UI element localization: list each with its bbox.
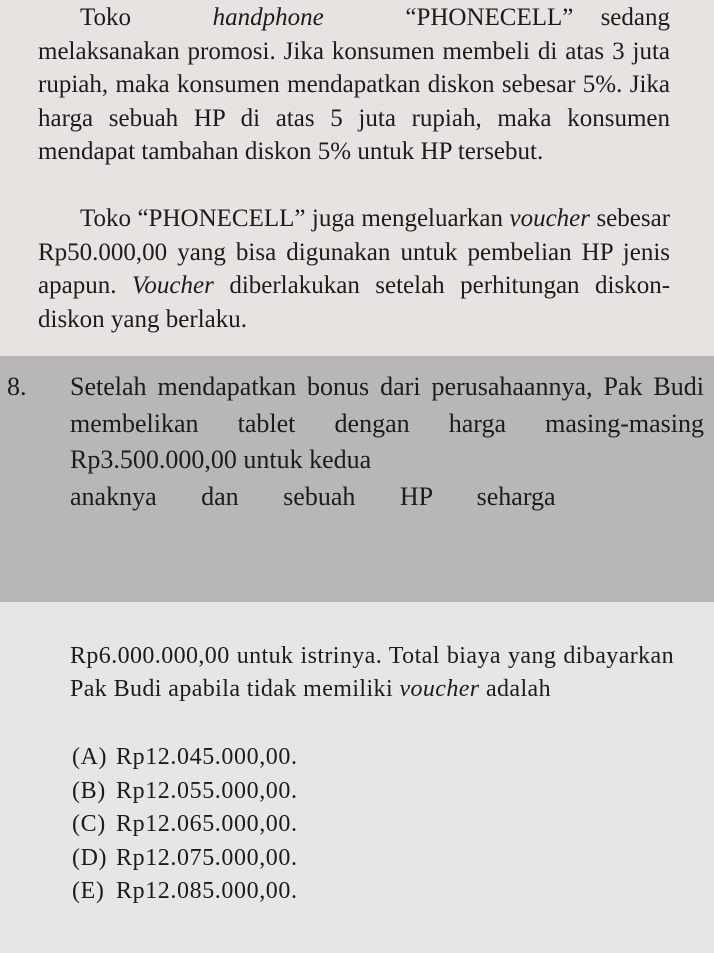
answer-option-a[interactable] [72,741,298,775]
option-text: Rp12.065.000,00. [116,811,298,837]
question-continuation [70,640,674,706]
answer-option-d[interactable] [72,842,298,876]
option-text: Rp12.085.000,00. [116,878,298,904]
option-letter: (A) [72,744,108,770]
context-paragraph-1 [38,1,670,169]
question-italic-term: voucher [399,676,480,702]
option-text: Rp12.075.000,00. [116,844,298,871]
context-text: “PHONECELL” sedang melaksanakan promosi. Jika konsumen membeli di atas 3 juta rupiah, maka konsumen mendapatkan diskon sebesar 5%. Jika harga sebuah HP di atas 5 juta rupiah, maka konsumen mendapat tambahan diskon 5% untuk HP tersebut. [38,4,670,166]
option-text: Rp12.045.000,00. [116,744,298,770]
context-text: sebesar Rp50.000,00 yang bisa digunakan untuk pembelian HP jenis apapun. [38,205,671,300]
option-letter: (E) [72,878,105,904]
question-text [70,369,704,515]
option-text: Rp12.055.000,00. [116,777,298,804]
answer-option-c[interactable] [72,808,298,842]
context-italic-term: voucher [509,205,590,232]
answer-option-b[interactable] [72,775,298,809]
option-letter: (C) [72,811,106,837]
question-text-part: anaknya dan sebuah HP seharga [70,481,556,511]
context-paragraph-2 [38,202,670,336]
option-letter: (D) [72,844,108,871]
context-italic-term: Voucher [131,272,214,300]
context-text: Toko [80,4,132,31]
question-number: 8. [7,372,27,401]
context-text: diberlakukan setelah perhitungan diskon-diskon yang berlaku. [38,272,671,333]
answer-option-e[interactable] [72,875,298,909]
question-continuation-text: Rp6.000.000,00 untuk istrinya. Total biaya yang dibayarkan Pak Budi apabila tidak memiliki [70,643,674,702]
context-italic-term: handphone [212,4,324,31]
option-letter: (B) [72,777,106,804]
answer-options [72,741,298,909]
context-text: Toko “PHONECELL” juga mengeluarkan [80,205,504,232]
question-continuation-text: adalah [485,676,551,702]
question-text-part: Setelah mendapatkan bonus dari perusahaannya, Pak Budi membelikan tablet dengan harga masing-masing Rp3.500.000,00 untuk kedua [70,372,704,474]
